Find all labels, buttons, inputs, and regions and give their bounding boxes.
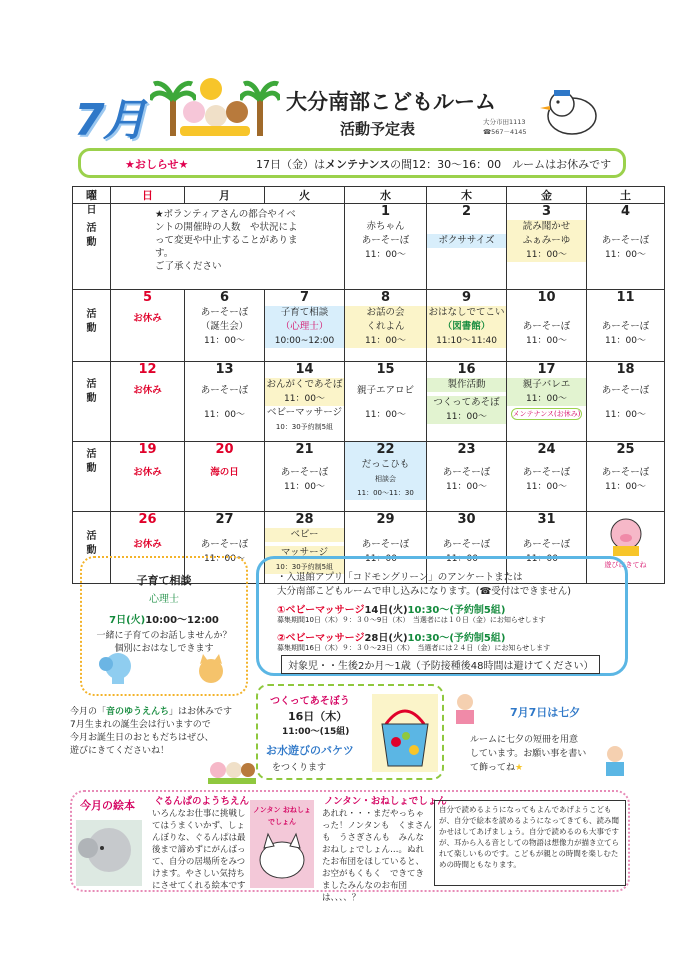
weekday-label: 火 bbox=[265, 187, 345, 204]
birthday-notice: 今月の「音のゆうえんち」はお休みです 7月生まれの誕生会は行いますので 今月お誕生日のおともだちはぜひ、 遊びにきてくださいね！ bbox=[70, 707, 233, 756]
baby-massage-info: ・入退館アプリ「コドモングリーン」のアンケートまたは 大分南部こどもルームで申し込みになります。(☎受付はできません) ①ベビーマッサージ14日(火)10:30～(予約制5組) 募集期間10日（木）９：３０～9日（木） 当選者には１０日（金）にお知らせします ②ベビーマッサージ28日(火)10:30～(予約制5組) 募集期間16日（木）９：３０～23日（木） 当選者には２４日（金）にお知らせします 対象児・・生後2か月～1歳（予防接種後48時間は避けてください） bbox=[256, 556, 628, 676]
month-title: 7月 bbox=[74, 95, 145, 146]
cat-icon bbox=[194, 652, 228, 686]
weekday-label: 曜 bbox=[73, 187, 111, 204]
day-cell: 4 あーそーぼ 11：00～ bbox=[587, 204, 665, 290]
calendar-week bbox=[73, 204, 665, 290]
day-cell: 26 お休み bbox=[111, 512, 185, 584]
palm-tree-icon bbox=[240, 78, 280, 138]
day-cell: 7 子育て相談 （心理士） 10:00~12:00 bbox=[265, 290, 345, 362]
day-cell: 11 あーそーぼ 11：00～ bbox=[587, 290, 665, 362]
page-subtitle: 活動予定表 bbox=[340, 120, 416, 138]
day-cell: 15 親子エアロビ 11：00～ bbox=[345, 362, 427, 442]
calendar-week bbox=[73, 362, 665, 442]
sun-icon bbox=[200, 78, 222, 100]
tanabata-notice: 7月7日は七夕 ルームに七夕の短冊を用意 しています。お願い事を書い て飾ってね★ bbox=[450, 686, 632, 782]
notice-text: 17日（金）はメンテナンスの間12：30～16：00 ルームはお休みです bbox=[256, 158, 612, 171]
day-cell: 20 海の日 bbox=[185, 442, 265, 512]
day-cell: 29 あーそーぼ 11：00～ bbox=[345, 512, 427, 584]
day-cell: 30 あーそーぼ 11：00～ bbox=[427, 512, 507, 584]
day-cell: 13 あーそーぼ 11：00～ bbox=[185, 362, 265, 442]
pig-icon bbox=[605, 516, 647, 558]
book-cover-elephant bbox=[76, 820, 142, 886]
day-cell: 25 あーそーぼ 11：00～ bbox=[587, 442, 665, 512]
notice-banner bbox=[78, 148, 626, 178]
weekday-header bbox=[73, 187, 665, 204]
books-heading: 今月の絵本 bbox=[80, 799, 135, 812]
day-cell: 5 お休み bbox=[111, 290, 185, 362]
day-cell: 18 あーそーぼ 11：00～ bbox=[587, 362, 665, 442]
day-cell: 6 あーそーぼ （誕生会） 11：00～ bbox=[185, 290, 265, 362]
day-cell: 2 ボクササイズ bbox=[427, 204, 507, 290]
day-cell: 24 あーそーぼ 11：00～ bbox=[507, 442, 587, 512]
book-cover-nontan: ノンタン おねしょでしょん bbox=[250, 800, 314, 888]
row-label: 活 動 bbox=[73, 362, 111, 442]
bird-icon bbox=[540, 84, 600, 138]
weekday-label: 金 bbox=[507, 187, 587, 204]
weekday-label: 土 bbox=[587, 187, 665, 204]
day-cell: 3 読み聞かせ ふぁみーゆ 11：00～ bbox=[507, 204, 587, 290]
tanabata-boy-icon bbox=[600, 744, 630, 778]
weekday-label: 月 bbox=[185, 187, 265, 204]
calendar-week bbox=[73, 290, 665, 362]
day-cell: 16 製作活動 つくってあそぼ 11：00～ bbox=[427, 362, 507, 442]
day-cell: 23 あーそーぼ 11：00～ bbox=[427, 442, 507, 512]
day-cell: 21 あーそーぼ 11：00～ bbox=[265, 442, 345, 512]
bucket-icon bbox=[372, 694, 438, 772]
day-cell: 27 あーそーぼ 11：00～ bbox=[185, 512, 265, 584]
consultation-box: 子育て相談 心理士 7日(火)10:00～12:00 一緒に子育てのお話しませんか？ 個別におはなしできます bbox=[80, 556, 248, 696]
row-label: 活 動 bbox=[73, 290, 111, 362]
day-cell: 22 だっこひも 相談会 11：00～11：30 bbox=[345, 442, 427, 512]
activity-calendar bbox=[72, 186, 665, 584]
day-cell: 14 おんがくであそぼ 11：00～ ベビーマッサージ 10：30予約制5組 bbox=[265, 362, 345, 442]
weekday-label: 日 bbox=[111, 187, 185, 204]
picture-books-box: 今月の絵本 ぐるんぱのようちえん いろんなお仕事に挑戦してはうまくいかず、しょんぼりな、ぐるんぱは最後まで諦めずにがんばって、自分の居場所をみつけます。やさしい気持ちにさせてくれる絵本です ノンタン おねしょでしょん ノンタン・おねしょでしょん あれれ・・・まだやっちゃった！ノンタンも くまさんも うさぎさんも みんなおねしょでしょん…。ぬれたお布団をほしていると、お空がもくもく できてきましたみんなのお布団は、、、、？ 自分で読めるようになってもよんであげようこどもが、自分で絵本を読めるようになってきても、読み聞かせはしてあげましょう。自分で読めるのも大事ですが、耳から入る音としての物語は想像力が描き立てられて楽しいものです。こどもが親との時間を楽しむための時間ともなります。 bbox=[70, 790, 630, 892]
weekday-label: 水 bbox=[345, 187, 427, 204]
day-cell: 19 お休み bbox=[111, 442, 185, 512]
row-label: 活 動 bbox=[73, 442, 111, 512]
day-cell: 17 親子バレエ 11：00～ メンテナンス(お休み) bbox=[507, 362, 587, 442]
calendar-week bbox=[73, 442, 665, 512]
day-cell: 10 あーそーぼ 11：00～ bbox=[507, 290, 587, 362]
day-cell: 8 お話の会 くれよん 11：00～ bbox=[345, 290, 427, 362]
day-cell: 31 あーそーぼ 11：00～ bbox=[507, 512, 587, 584]
tanabata-girl-icon bbox=[450, 692, 480, 726]
day-cell: 1 赤ちゃん あーそーぼ 11：00～ bbox=[345, 204, 427, 290]
notice-label: ★おしらせ★ bbox=[125, 158, 189, 171]
volunteer-note: ★ボランティアさんの都合やイベントの開催時の人数 や状況によって変更や中止することがあります。 ご了承ください bbox=[111, 204, 345, 290]
elephant-icon bbox=[98, 650, 138, 686]
day-cell: 12 お休み bbox=[111, 362, 185, 442]
day-cell: 遊びにきてね bbox=[587, 512, 665, 584]
row-label: 活 動 bbox=[73, 512, 111, 584]
weekday-label: 木 bbox=[427, 187, 507, 204]
craft-activity-box: つくってあそぼう 16日（木） 11:00～(15組) お水遊びのバケツ をつくります bbox=[256, 684, 444, 780]
day-cell: 28 ベビー マッサージ 10：30予約制5組 bbox=[265, 512, 345, 584]
reading-advice: 自分で読めるようになってもよんであげようこどもが、自分で絵本を読めるようになってきても、読み聞かせはしてあげましょう。自分で読めるのも大事ですが、耳から入る音としての物語は想像力が描き立てられて楽しいものです。こどもが親との時間を楽しむための時間ともなります。 bbox=[434, 800, 626, 886]
address: 大分市田1113 ☎567－4145 bbox=[483, 118, 527, 136]
page-title: 大分南部こどもルーム bbox=[286, 90, 496, 114]
animals-singing-icon bbox=[208, 756, 256, 786]
row-label: 日 活 動 bbox=[73, 204, 111, 290]
day-cell: 9 おはなしでてこい （図書館） 11:10～11:40 bbox=[427, 290, 507, 362]
